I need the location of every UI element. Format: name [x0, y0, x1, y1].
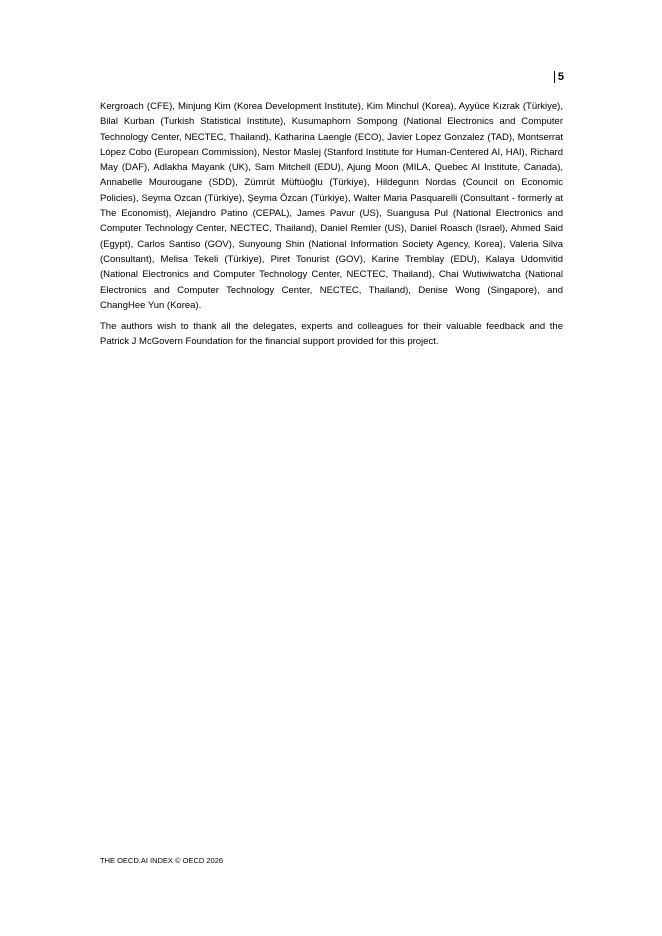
- thanks-paragraph: The authors wish to thank all the delegates, experts and colleagues for their valuable feedback and the Patrick J McGovern Foundation for the financial support provided for this project.: [100, 321, 563, 348]
- body-text: [100, 99, 563, 356]
- page-number: 5: [557, 71, 564, 83]
- page-number-header: [554, 70, 564, 84]
- page-footer: THE OECD.AI INDEX © OECD 2026: [100, 856, 224, 865]
- acknowledgements-paragraph: Kergroach (CFE), Minjung Kim (Korea Development Institute), Kim Minchul (Korea), Ayyüce Kızrak (Türkiye), Bilal Kurban (Turkish Statistical Institute), Kusumaphorn Sompong (National Electronics and Computer Technology Center, NECTEC, Thailand), Katharina Laengle (ECO), Javier Lopez Gonzalez (TAD), Montserrat López Cobo (European Commission), Nestor Maslej (Stanford Institute for Human-Centered AI, HAI), Richard May (DAF), Adlakha Mayank (UK), Sam Mitchell (EDU), Ajung Moon (MILA, Quebec AI Institute, Canada), Annabelle Mourougane (SDD), Zümrüt Müftüoğlu (Türkiye), Hildegunn Nordas (Council on Economic Policies), Seyma Ozcan (Türkiye), Şeyma Özcan (Türkiye), Walter Maria Pasquarelli (Consultant - formerly at The Economist), Alejandro Patino (CEPAL), James Pavur (US), Suangusa Pul (National Electronics and Computer Technology Center, NECTEC, Thailand), Daniel Remler (US), Daniel Roasch (Israel), Ahmed Said (Egypt), Carlos Santiso (GOV), Sunyoung Shin (National Information Society Agency, Korea), Valeria Silva (Consultant), Melisa Tekeli (Türkiye), Piret Tonurist (GOV), Karine Tremblay (EDU), Kalaya Udomvitid (National Electronics and Computer Technology Center, NECTEC, Thailand), Chai Wutiwiwatcha (National Electronics and Computer Technology Center, NECTEC, Thailand), Denise Wong (Singapore), and ChangHee Yun (Korea).: [100, 101, 563, 311]
- header-divider: [554, 71, 555, 83]
